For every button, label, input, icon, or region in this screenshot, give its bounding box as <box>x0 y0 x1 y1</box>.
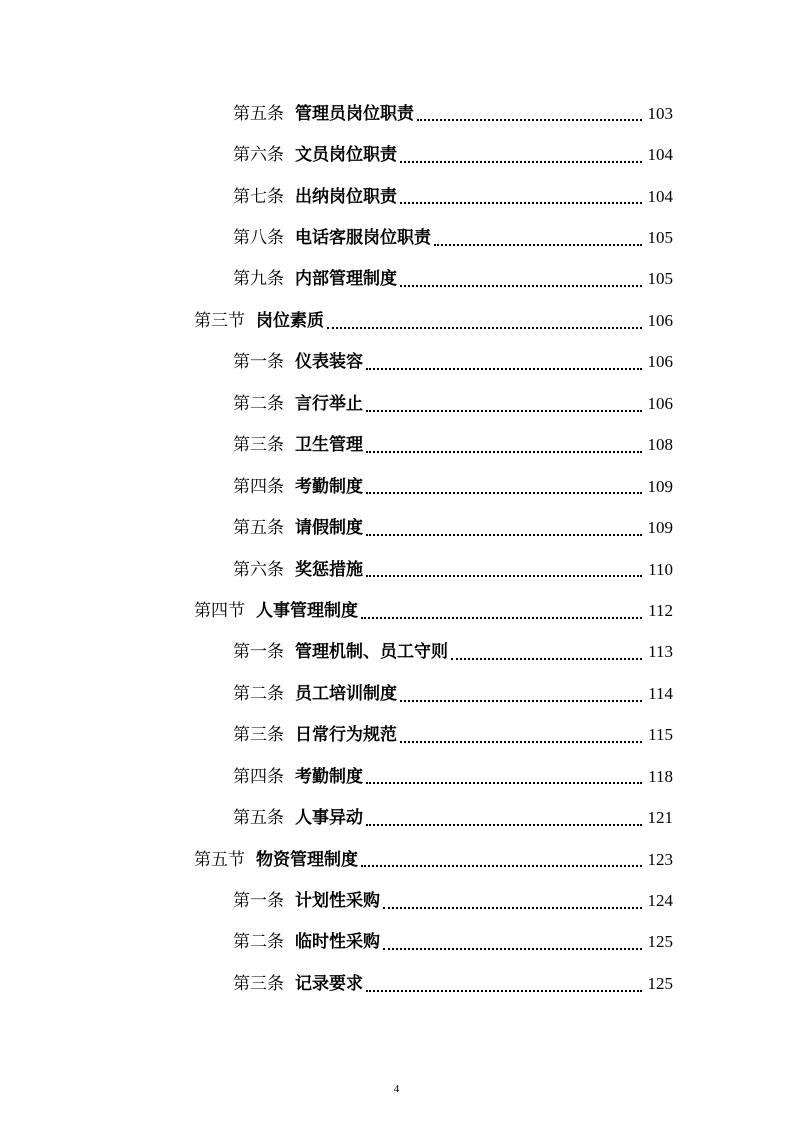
toc-entry[interactable] <box>0 93 793 134</box>
toc-entry-number: 第七条 <box>233 186 284 207</box>
toc-entry-label <box>194 850 358 870</box>
toc-entry-number: 第四条 <box>233 766 284 787</box>
dot-leader <box>366 823 642 826</box>
toc-entry-page: 113 <box>648 642 673 662</box>
toc-section-title: 物资管理制度 <box>256 849 358 870</box>
toc-entry-label <box>233 932 380 952</box>
toc-entry-label <box>194 601 358 621</box>
toc-entry-number: 第三条 <box>233 725 284 746</box>
toc-entry-label <box>233 808 363 828</box>
toc-entry-number: 第八条 <box>233 228 284 249</box>
toc-entry-number: 第二条 <box>233 683 284 704</box>
toc-entry[interactable] <box>0 922 793 963</box>
toc-entry-page: 123 <box>647 849 673 869</box>
dot-leader <box>417 118 642 121</box>
toc-entry-page: 106 <box>647 352 673 372</box>
toc-entry-page: 104 <box>647 145 673 165</box>
toc-entry-label <box>233 228 431 248</box>
dot-leader <box>361 616 642 619</box>
dot-leader <box>400 201 642 204</box>
toc-entry-title: 计划性采购 <box>295 891 380 912</box>
toc-entry[interactable] <box>0 963 793 1004</box>
toc-entry-title: 考勤制度 <box>295 766 363 787</box>
toc-entry-number: 第五条 <box>233 808 284 829</box>
dot-leader <box>400 740 642 743</box>
toc-entry-number: 第五条 <box>233 103 284 124</box>
toc-entry-title: 电话客服岗位职责 <box>295 228 431 249</box>
toc-entry[interactable] <box>0 715 793 756</box>
toc-entry-title: 仪表装容 <box>295 352 363 373</box>
dot-leader <box>366 989 642 992</box>
toc-entry-page: 105 <box>647 228 673 248</box>
toc-entry-label <box>233 187 397 207</box>
dot-leader <box>400 284 642 287</box>
toc-entry-number: 第一条 <box>233 891 284 912</box>
toc-entry-number: 第二条 <box>233 932 284 953</box>
toc-entry-title: 言行举止 <box>295 393 363 414</box>
toc-entry-label <box>233 891 380 911</box>
toc-entry-label <box>233 974 363 994</box>
toc-entry-label <box>233 394 363 414</box>
toc-entry-label <box>233 352 363 372</box>
toc-entry-page: 118 <box>648 766 673 786</box>
toc-entry[interactable] <box>0 880 793 921</box>
dot-leader <box>366 533 642 536</box>
toc-entry-title: 记录要求 <box>295 973 363 994</box>
toc-entry-title: 卫生管理 <box>295 435 363 456</box>
toc-section-number: 第五节 <box>194 849 245 870</box>
toc-entry[interactable] <box>0 797 793 838</box>
toc-entry[interactable] <box>0 507 793 548</box>
dot-leader <box>327 326 642 329</box>
toc-entry-number: 第三条 <box>233 435 284 456</box>
toc-entry-page: 112 <box>648 600 673 620</box>
toc-entry-label <box>233 477 363 497</box>
toc-entry-number: 第一条 <box>233 352 284 373</box>
toc-entry[interactable] <box>0 383 793 424</box>
dot-leader <box>400 160 642 163</box>
toc-entry-title: 文员岗位职责 <box>295 145 397 166</box>
toc-section[interactable] <box>0 590 793 631</box>
toc-entry-title: 日常行为规范 <box>295 725 397 746</box>
dot-leader <box>361 864 642 867</box>
toc-entry-title: 管理员岗位职责 <box>295 103 414 124</box>
toc-section[interactable] <box>0 300 793 341</box>
dot-leader <box>434 243 642 246</box>
toc-entry-page: 104 <box>647 186 673 206</box>
toc-entry-label <box>233 435 363 455</box>
toc-entry-label <box>233 518 363 538</box>
dot-leader <box>366 781 642 784</box>
toc-section-number: 第三节 <box>194 310 245 331</box>
toc-section[interactable] <box>0 839 793 880</box>
toc-entry-title: 临时性采购 <box>295 932 380 953</box>
toc-entry-title: 请假制度 <box>295 518 363 539</box>
dot-leader <box>366 409 642 412</box>
toc-entry-label <box>233 560 363 580</box>
toc-entry-page: 108 <box>647 435 673 455</box>
toc-entry-page: 106 <box>647 393 673 413</box>
dot-leader <box>366 367 642 370</box>
toc-entry-page: 115 <box>648 725 673 745</box>
toc-entry[interactable] <box>0 342 793 383</box>
toc-entry-title: 奖惩措施 <box>295 559 363 580</box>
toc-entry-label <box>233 725 397 745</box>
toc-entry[interactable] <box>0 632 793 673</box>
toc-entry-number: 第六条 <box>233 559 284 580</box>
toc-entry-label <box>233 642 448 662</box>
toc-section-title: 人事管理制度 <box>256 600 358 621</box>
toc-entry-label <box>233 684 397 704</box>
dot-leader <box>451 657 642 660</box>
toc-entry-number: 第五条 <box>233 518 284 539</box>
toc-entry-title: 考勤制度 <box>295 476 363 497</box>
toc-section-title: 岗位素质 <box>256 310 324 331</box>
toc-entry-label <box>194 311 324 331</box>
toc-entry-label <box>233 145 397 165</box>
toc-entry-page: 125 <box>647 932 673 952</box>
toc-entry-page: 105 <box>647 269 673 289</box>
toc-entry-number: 第二条 <box>233 393 284 414</box>
toc-entry-page: 109 <box>647 518 673 538</box>
page-number: 4 <box>393 1083 400 1095</box>
toc-entry-page: 110 <box>648 559 673 579</box>
toc-entry[interactable] <box>0 673 793 714</box>
toc-entry-label <box>233 269 397 289</box>
toc-entry[interactable] <box>0 425 793 466</box>
toc-entry[interactable] <box>0 176 793 217</box>
toc-entry-label <box>233 104 414 124</box>
toc-entry[interactable] <box>0 259 793 300</box>
toc-entry[interactable] <box>0 466 793 507</box>
toc-entry-page: 125 <box>647 973 673 993</box>
toc-entry-page: 109 <box>647 476 673 496</box>
toc-entry-title: 出纳岗位职责 <box>295 186 397 207</box>
toc-section-number: 第四节 <box>194 600 245 621</box>
toc-entry[interactable] <box>0 549 793 590</box>
toc-entry-title: 内部管理制度 <box>295 269 397 290</box>
toc-entry-title: 管理机制、员工守则 <box>295 642 448 663</box>
toc-entry-page: 106 <box>647 310 673 330</box>
toc-entry-title: 人事异动 <box>295 808 363 829</box>
dot-leader <box>366 450 642 453</box>
dot-leader <box>383 906 642 909</box>
dot-leader <box>366 491 642 494</box>
toc-entry-title: 员工培训制度 <box>295 683 397 704</box>
toc-entry-number: 第一条 <box>233 642 284 663</box>
toc-entry-page: 121 <box>647 808 673 828</box>
toc-entry-label <box>233 767 363 787</box>
toc-entry-page: 124 <box>647 891 673 911</box>
toc-entry[interactable] <box>0 217 793 258</box>
toc-entry[interactable] <box>0 756 793 797</box>
toc-entry-page: 114 <box>648 683 673 703</box>
toc-entry-page: 103 <box>647 103 673 123</box>
dot-leader <box>400 699 642 702</box>
toc-entry-number: 第四条 <box>233 476 284 497</box>
dot-leader <box>383 947 642 950</box>
table-of-contents <box>0 93 793 1005</box>
toc-entry-number: 第六条 <box>233 145 284 166</box>
toc-entry[interactable] <box>0 134 793 175</box>
toc-entry-number: 第三条 <box>233 973 284 994</box>
dot-leader <box>366 574 642 577</box>
toc-entry-number: 第九条 <box>233 269 284 290</box>
